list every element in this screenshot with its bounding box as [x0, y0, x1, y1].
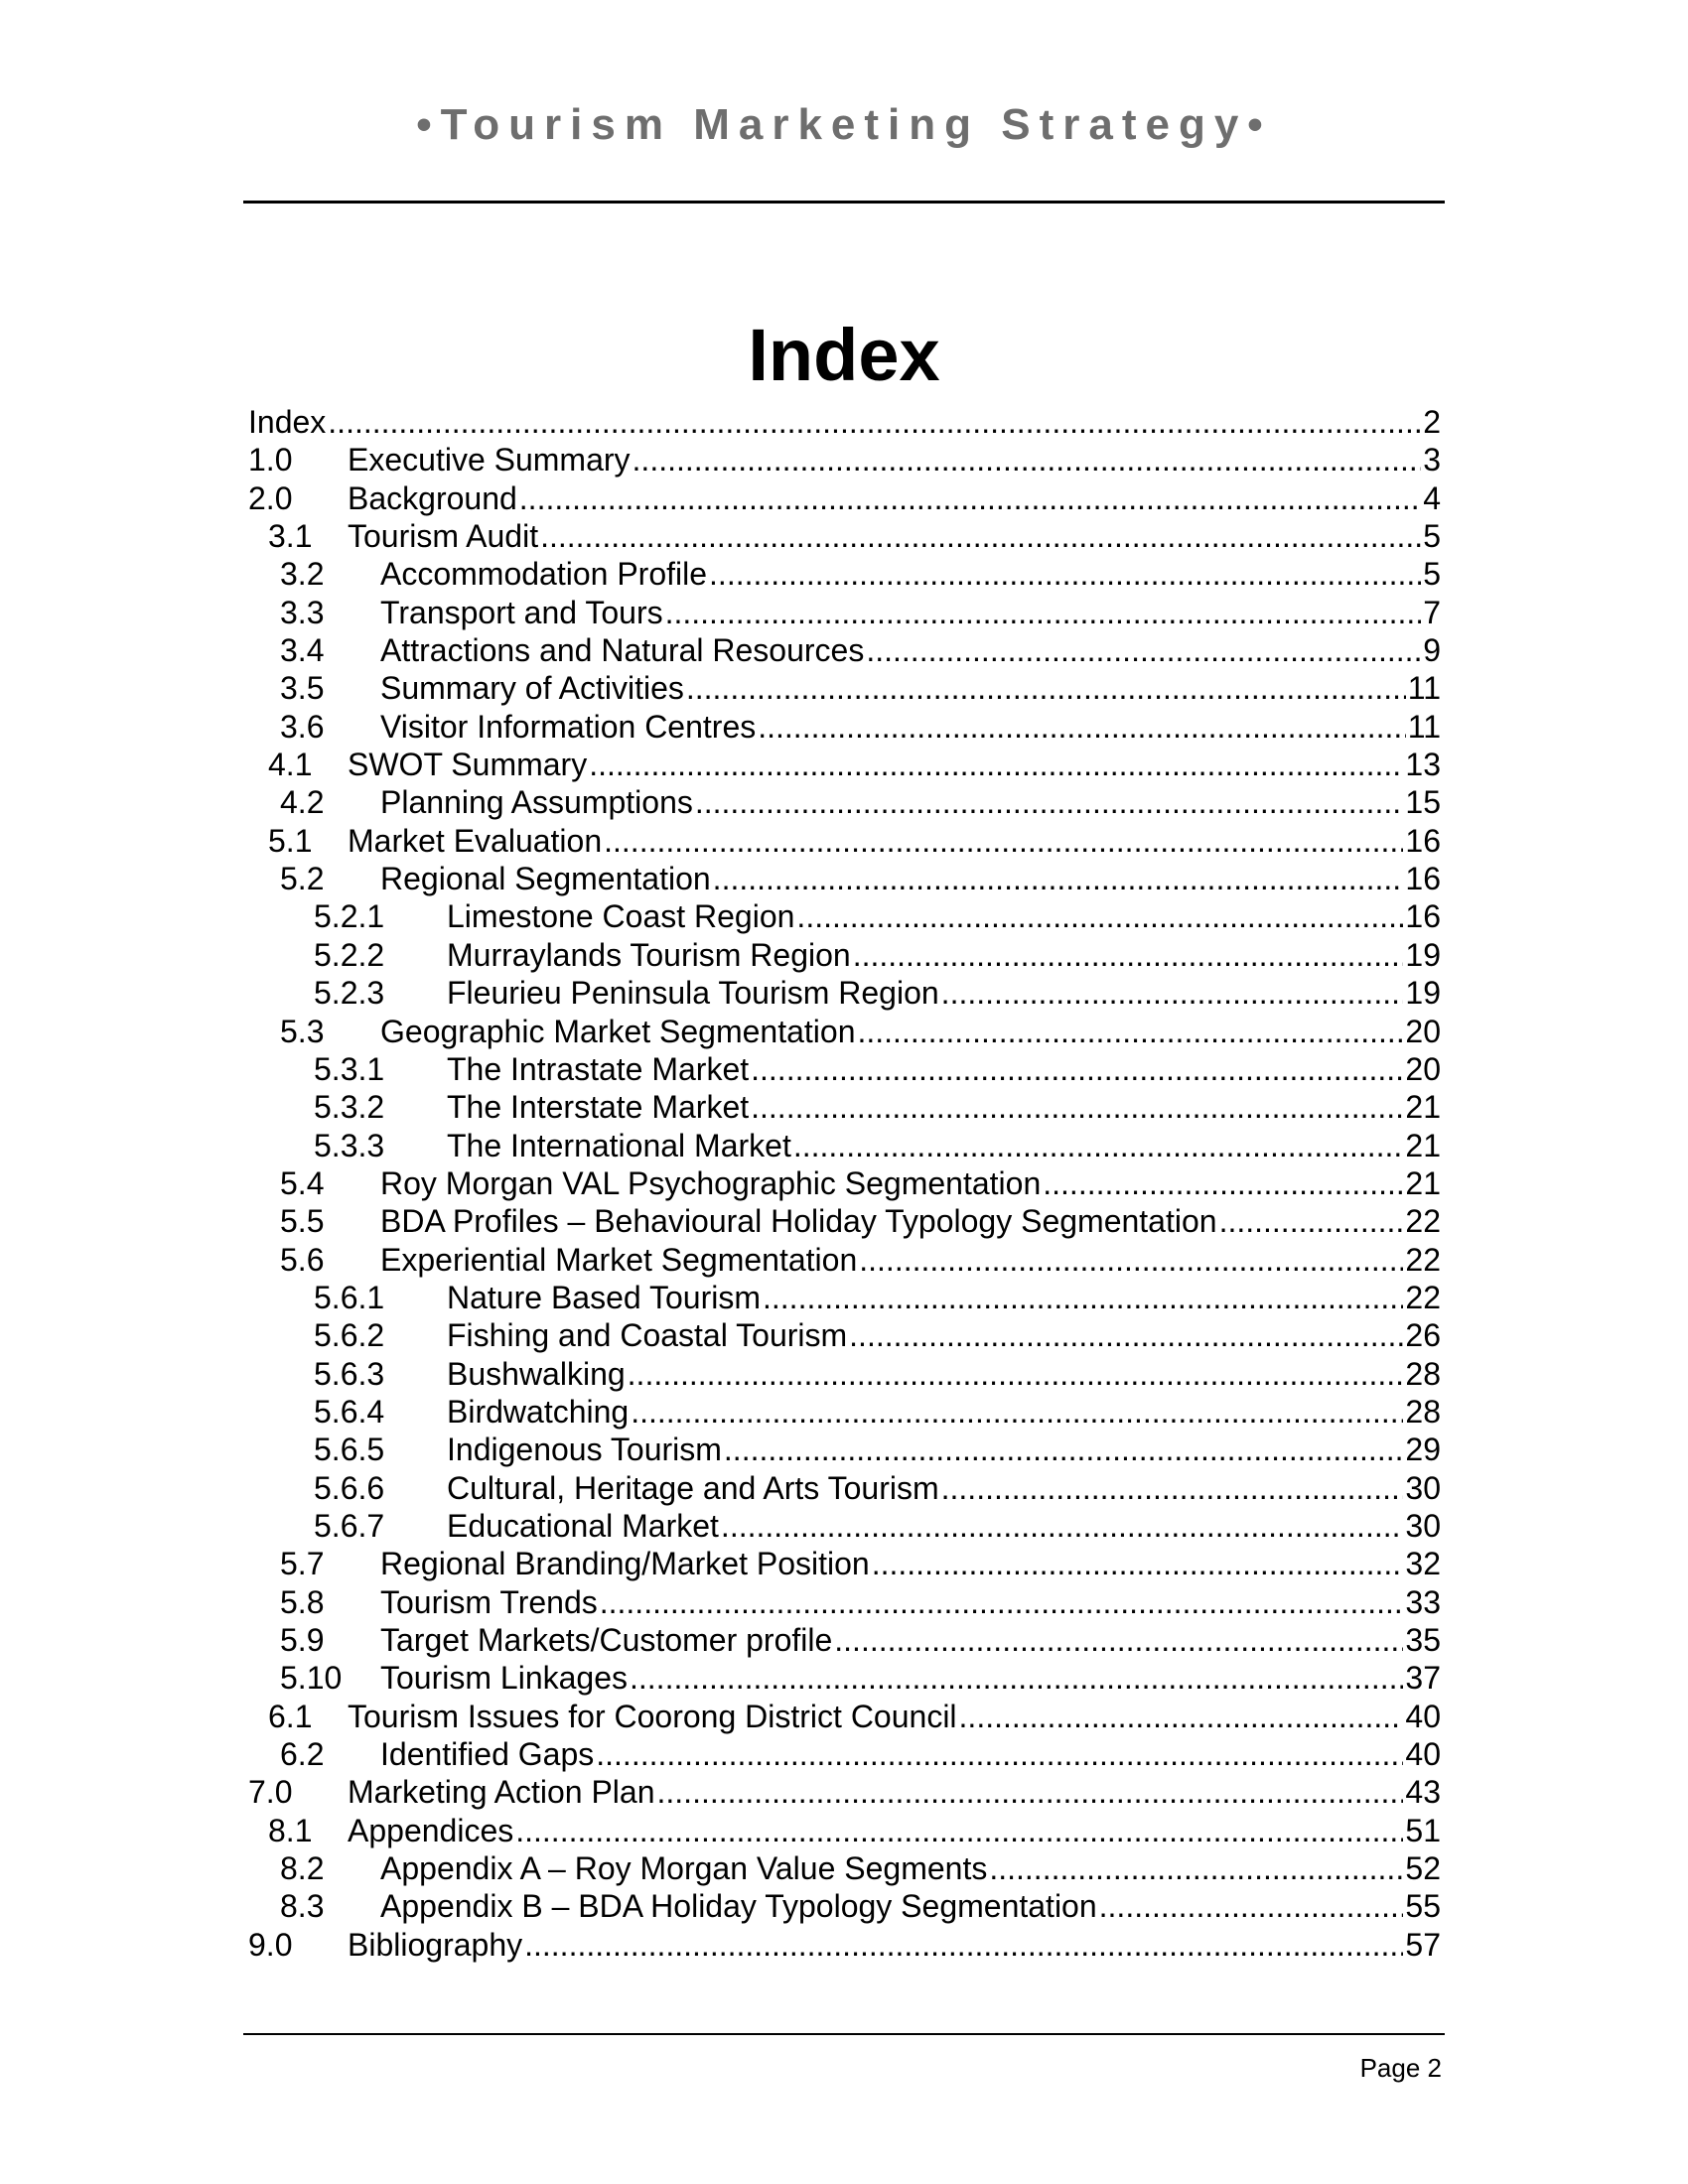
toc-entry-number: 5.6.3 — [314, 1355, 385, 1392]
toc-dot-leader — [793, 1127, 1404, 1164]
toc-entry-number: 5.5 — [280, 1203, 325, 1240]
toc-entry-title: Nature Based Tourism — [447, 1279, 761, 1315]
toc-entry-number: 3.1 — [268, 518, 313, 555]
toc-entry-title: Tourism Trends — [380, 1583, 598, 1620]
toc-entry-title: Fleurieu Peninsula Tourism Region — [447, 975, 939, 1012]
toc-entry-number: 7.0 — [248, 1774, 293, 1811]
toc-entry-page: 21 — [1405, 1164, 1441, 1201]
toc-entry[interactable] — [248, 1849, 1441, 1887]
toc-dot-leader — [657, 1773, 1404, 1811]
toc-entry-number: 6.1 — [268, 1698, 313, 1734]
toc-entry[interactable] — [248, 1469, 1441, 1507]
toc-entry-page: 3 — [1423, 442, 1441, 478]
toc-entry[interactable] — [248, 1698, 1441, 1735]
toc-entry[interactable] — [248, 746, 1441, 783]
toc-entry-page: 16 — [1405, 898, 1441, 935]
toc-dot-leader — [853, 936, 1404, 974]
toc-entry-title: Limestone Coast Region — [447, 898, 795, 935]
toc-entry-number: 5.6.4 — [314, 1393, 385, 1430]
toc-entry-number: 5.6.1 — [314, 1279, 385, 1315]
toc-entry-number: 8.2 — [280, 1850, 325, 1887]
toc-dot-leader — [695, 783, 1404, 821]
toc-dot-leader — [763, 1279, 1403, 1316]
toc-entry-page: 40 — [1405, 1698, 1441, 1734]
toc-entry[interactable] — [248, 1431, 1441, 1468]
running-header: •Tourism Marketing Strategy• — [416, 100, 1272, 149]
toc-dot-leader — [713, 860, 1404, 897]
toc-entry-number: 5.6.2 — [314, 1317, 385, 1354]
toc-entry-title: Summary of Activities — [380, 670, 684, 707]
toc-entry-page: 20 — [1405, 1050, 1441, 1087]
toc-entry[interactable] — [248, 1241, 1441, 1279]
toc-entry-number: 5.6.7 — [314, 1507, 385, 1544]
toc-entry[interactable] — [248, 631, 1441, 669]
toc-dot-leader — [596, 1735, 1403, 1773]
toc-dot-leader — [515, 1812, 1403, 1849]
toc-entry-number: 1.0 — [248, 442, 293, 478]
toc-dot-leader — [857, 1013, 1403, 1050]
toc-entry[interactable] — [248, 897, 1441, 935]
toc-entry-page: 5 — [1423, 556, 1441, 593]
toc-entry-title: Bushwalking — [447, 1355, 626, 1392]
toc-entry-page: 28 — [1405, 1355, 1441, 1392]
toc-entry-number: 3.4 — [280, 632, 325, 669]
toc-entry-number: 5.4 — [280, 1164, 325, 1201]
toc-entry-number: 8.3 — [280, 1888, 325, 1925]
toc-entry-page: 16 — [1405, 861, 1441, 897]
toc-entry[interactable] — [248, 936, 1441, 974]
toc-entry[interactable] — [248, 1013, 1441, 1050]
toc-entry-title: Market Evaluation — [348, 822, 603, 859]
toc-entry-page: 19 — [1405, 936, 1441, 973]
toc-entry[interactable] — [248, 1088, 1441, 1126]
toc-entry-number: 5.3.3 — [314, 1127, 385, 1163]
toc-entry-title: Tourism Issues for Coorong District Council — [348, 1698, 957, 1734]
toc-entry-number: 5.3.1 — [314, 1050, 385, 1087]
toc-dot-leader — [1219, 1202, 1404, 1240]
toc-dot-leader — [328, 403, 1421, 441]
toc-dot-leader — [633, 441, 1422, 478]
toc-entry-title: Transport and Tours — [380, 594, 663, 630]
toc-entry-page: 26 — [1405, 1317, 1441, 1354]
toc-entry-page: 51 — [1405, 1812, 1441, 1848]
toc-entry-number: 3.6 — [280, 708, 325, 745]
toc-entry[interactable] — [248, 1926, 1441, 1964]
toc-entry-number: 5.2.3 — [314, 975, 385, 1012]
toc-entry-page: 9 — [1423, 632, 1441, 669]
toc-entry[interactable] — [248, 441, 1441, 478]
toc-entry-number: 6.2 — [280, 1736, 325, 1773]
toc-dot-leader — [628, 1355, 1404, 1393]
toc-entry[interactable] — [248, 1621, 1441, 1659]
toc-entry-title: Marketing Action Plan — [348, 1774, 655, 1811]
toc-dot-leader — [709, 555, 1421, 593]
toc-entry-title: Cultural, Heritage and Arts Tourism — [447, 1469, 939, 1506]
toc-entry-number: 3.2 — [280, 556, 325, 593]
toc-dot-leader — [751, 1050, 1403, 1088]
toc-entry-number: 5.10 — [280, 1660, 343, 1697]
toc-entry-page: 7 — [1423, 594, 1441, 630]
toc-entry-page: 57 — [1405, 1926, 1441, 1963]
toc-entry-page: 35 — [1405, 1622, 1441, 1658]
toc-dot-leader — [1099, 1887, 1404, 1925]
toc-entry-title: Attractions and Natural Resources — [380, 632, 865, 669]
toc-entry-title: Background — [348, 479, 517, 516]
toc-entry-title: BDA Profiles – Behavioural Holiday Typology Segmentation — [380, 1203, 1217, 1240]
toc-dot-leader — [758, 708, 1406, 746]
toc-dot-leader — [751, 1088, 1403, 1126]
toc-dot-leader — [959, 1698, 1404, 1735]
toc-entry[interactable] — [248, 1812, 1441, 1849]
toc-dot-leader — [524, 1926, 1403, 1964]
toc-entry-title: Visitor Information Centres — [380, 708, 757, 745]
toc-dot-leader — [604, 822, 1403, 860]
toc-entry[interactable] — [248, 1050, 1441, 1088]
toc-dot-leader — [721, 1507, 1403, 1545]
toc-entry-title: The International Market — [447, 1127, 791, 1163]
toc-entry-title: Planning Assumptions — [380, 784, 693, 821]
toc-entry-page: 22 — [1405, 1241, 1441, 1278]
toc-entry[interactable] — [248, 1355, 1441, 1393]
toc-entry-number: 5.8 — [280, 1583, 325, 1620]
toc-entry-number: 2.0 — [248, 479, 293, 516]
toc-entry-page: 16 — [1405, 822, 1441, 859]
toc-entry-page: 22 — [1405, 1203, 1441, 1240]
toc-entry-title: Tourism Audit — [348, 518, 539, 555]
toc-dot-leader — [834, 1621, 1403, 1659]
toc-dot-leader — [872, 1545, 1404, 1582]
toc-dot-leader — [630, 1659, 1403, 1697]
footer-rule — [243, 2033, 1445, 2035]
toc-dot-leader — [866, 631, 1421, 669]
toc-entry-title: Indigenous Tourism — [447, 1432, 722, 1468]
toc-entry-number: 4.2 — [280, 784, 325, 821]
toc-entry-page: 5 — [1423, 518, 1441, 555]
toc-entry[interactable] — [248, 860, 1441, 897]
toc-dot-leader — [519, 479, 1421, 517]
toc-entry[interactable] — [248, 1202, 1441, 1240]
toc-dot-leader — [631, 1393, 1403, 1431]
toc-entry-page: 19 — [1405, 975, 1441, 1012]
toc-entry-number: 8.1 — [268, 1812, 313, 1848]
toc-entry-title: Identified Gaps — [380, 1736, 595, 1773]
toc-dot-leader — [589, 746, 1403, 783]
toc-entry-page: 4 — [1423, 479, 1441, 516]
toc-entry-number: 5.1 — [268, 822, 313, 859]
toc-entry-number: 5.9 — [280, 1622, 325, 1658]
table-of-contents — [248, 403, 1441, 1964]
toc-entry-title: Tourism Linkages — [380, 1660, 628, 1697]
toc-dot-leader — [859, 1241, 1403, 1279]
toc-entry[interactable] — [248, 822, 1441, 860]
toc-entry-page: 21 — [1405, 1127, 1441, 1163]
toc-entry-title: Experiential Market Segmentation — [380, 1241, 858, 1278]
toc-entry-number: 5.7 — [280, 1546, 325, 1582]
toc-dot-leader — [989, 1849, 1403, 1887]
toc-entry[interactable] — [248, 517, 1441, 555]
toc-entry[interactable] — [248, 669, 1441, 707]
toc-entry-number: 5.3 — [280, 1013, 325, 1049]
toc-entry-title: Regional Branding/Market Position — [380, 1546, 870, 1582]
toc-entry[interactable] — [248, 555, 1441, 593]
toc-entry-title: Executive Summary — [348, 442, 631, 478]
toc-entry[interactable] — [248, 479, 1441, 517]
toc-entry[interactable] — [248, 1773, 1441, 1811]
toc-entry[interactable] — [248, 403, 1441, 441]
toc-entry-number: 5.2.2 — [314, 936, 385, 973]
toc-dot-leader — [665, 594, 1422, 631]
toc-entry-page: 21 — [1405, 1089, 1441, 1126]
toc-dot-leader — [686, 669, 1406, 707]
toc-entry-page: 29 — [1405, 1432, 1441, 1468]
toc-dot-leader — [941, 1469, 1404, 1507]
toc-entry-title: Index — [248, 404, 327, 440]
toc-entry-page: 2 — [1423, 404, 1441, 440]
toc-entry[interactable] — [248, 1127, 1441, 1164]
toc-entry-title: Appendix A – Roy Morgan Value Segments — [380, 1850, 988, 1887]
toc-dot-leader — [540, 517, 1421, 555]
toc-entry-page: 11 — [1407, 670, 1441, 707]
toc-dot-leader — [796, 897, 1403, 935]
toc-entry-number: 5.2.1 — [314, 898, 385, 935]
toc-dot-leader — [849, 1316, 1403, 1354]
toc-entry[interactable] — [248, 594, 1441, 631]
toc-entry-title: The Intrastate Market — [447, 1050, 750, 1087]
toc-entry-title: Appendix B – BDA Holiday Typology Segmentation — [380, 1888, 1097, 1925]
toc-entry-number: 5.6.5 — [314, 1432, 385, 1468]
toc-entry[interactable] — [248, 1545, 1441, 1582]
toc-entry[interactable] — [248, 1393, 1441, 1431]
header-rule — [243, 201, 1445, 204]
toc-entry-title: Target Markets/Customer profile — [380, 1622, 833, 1658]
toc-entry-number: 5.6.6 — [314, 1469, 385, 1506]
toc-entry-page: 32 — [1405, 1546, 1441, 1582]
toc-entry[interactable] — [248, 1659, 1441, 1697]
toc-entry-page: 55 — [1405, 1888, 1441, 1925]
toc-entry-title: Regional Segmentation — [380, 861, 711, 897]
toc-entry-page: 22 — [1405, 1279, 1441, 1315]
toc-dot-leader — [941, 974, 1404, 1012]
toc-entry-number: 3.3 — [280, 594, 325, 630]
toc-entry[interactable] — [248, 1507, 1441, 1545]
toc-entry[interactable] — [248, 783, 1441, 821]
toc-entry-page: 28 — [1405, 1393, 1441, 1430]
toc-entry-page: 40 — [1405, 1736, 1441, 1773]
toc-entry[interactable] — [248, 1583, 1441, 1621]
toc-entry[interactable] — [248, 1279, 1441, 1316]
toc-entry[interactable] — [248, 1887, 1441, 1925]
toc-entry-title: Bibliography — [348, 1926, 523, 1963]
toc-entry-page: 13 — [1405, 747, 1441, 783]
page-title: Index — [748, 314, 940, 396]
toc-entry-title: Appendices — [348, 1812, 514, 1848]
toc-dot-leader — [1043, 1164, 1403, 1202]
toc-entry-title: The Interstate Market — [447, 1089, 750, 1126]
toc-entry-title: Roy Morgan VAL Psychographic Segmentation — [380, 1164, 1042, 1201]
toc-entry-title: Accommodation Profile — [380, 556, 708, 593]
toc-entry-title: Murraylands Tourism Region — [447, 936, 851, 973]
toc-entry-number: 3.5 — [280, 670, 325, 707]
toc-entry-title: Fishing and Coastal Tourism — [447, 1317, 848, 1354]
toc-entry[interactable] — [248, 1735, 1441, 1773]
toc-entry-page: 20 — [1405, 1013, 1441, 1049]
toc-entry-number: 4.1 — [268, 747, 313, 783]
toc-entry-page: 33 — [1405, 1583, 1441, 1620]
toc-entry-number: 9.0 — [248, 1926, 293, 1963]
toc-entry-title: Geographic Market Segmentation — [380, 1013, 856, 1049]
toc-entry-title: SWOT Summary — [348, 747, 588, 783]
toc-entry[interactable] — [248, 974, 1441, 1012]
toc-entry-page: 11 — [1407, 708, 1441, 745]
toc-entry-title: Educational Market — [447, 1507, 719, 1544]
toc-entry-page: 43 — [1405, 1774, 1441, 1811]
toc-dot-leader — [600, 1583, 1404, 1621]
page-number: Page 2 — [1359, 2053, 1442, 2083]
toc-entry-page: 30 — [1405, 1507, 1441, 1544]
toc-entry-number: 5.6 — [280, 1241, 325, 1278]
toc-entry[interactable] — [248, 708, 1441, 746]
toc-entry-page: 37 — [1405, 1660, 1441, 1697]
toc-entry-number: 5.3.2 — [314, 1089, 385, 1126]
toc-entry-page: 52 — [1405, 1850, 1441, 1887]
toc-entry-number: 5.2 — [280, 861, 325, 897]
toc-dot-leader — [724, 1431, 1404, 1468]
toc-entry[interactable] — [248, 1316, 1441, 1354]
toc-entry-title: Birdwatching — [447, 1393, 630, 1430]
toc-entry[interactable] — [248, 1164, 1441, 1202]
toc-entry-page: 30 — [1405, 1469, 1441, 1506]
toc-entry-page: 15 — [1405, 784, 1441, 821]
